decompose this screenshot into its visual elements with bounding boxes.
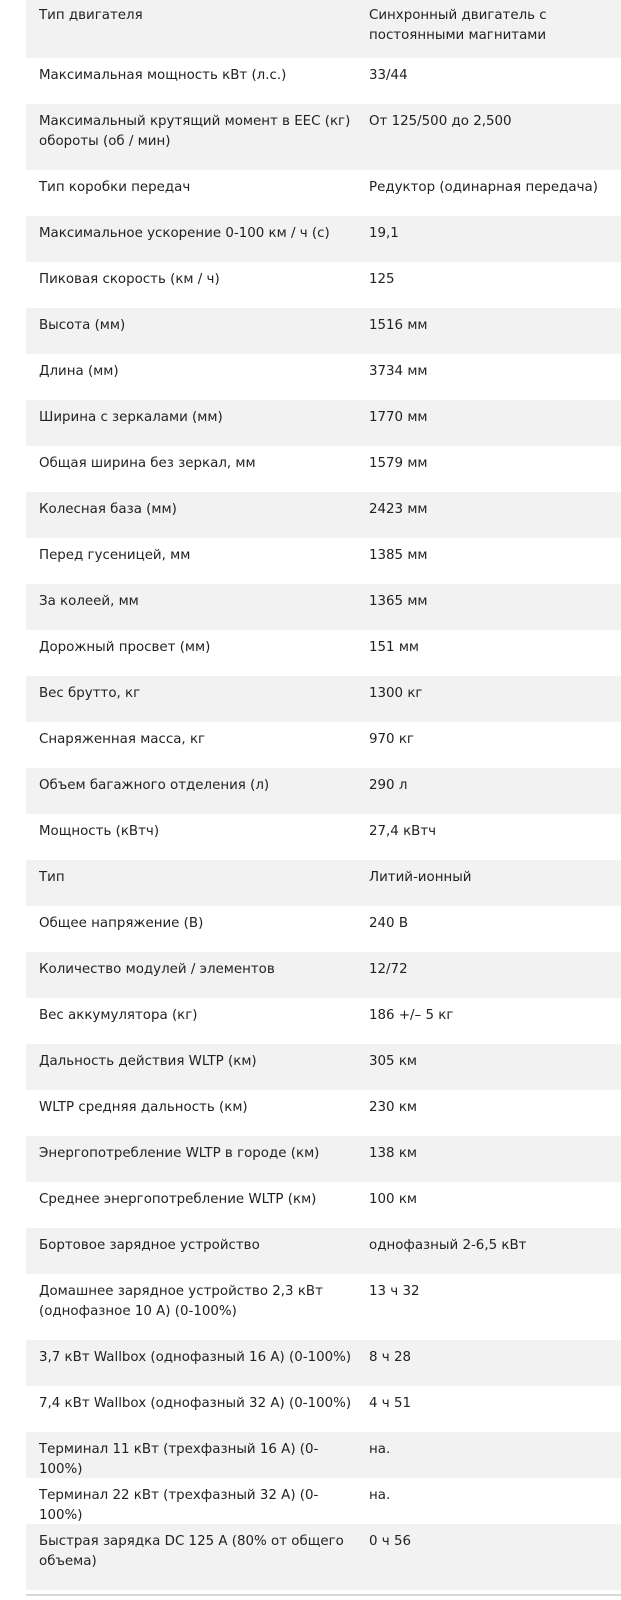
spec-row [26, 676, 621, 722]
spec-value: 290 л [369, 778, 408, 793]
spec-value: 186 +/– 5 кг [369, 1008, 454, 1023]
spec-value: 27,4 кВтч [369, 824, 437, 839]
spec-label: 7,4 кВт Wallbox (однофазный 32 A) (0-100%) [39, 1396, 352, 1411]
spec-row [26, 1478, 621, 1524]
spec-value: на. [369, 1442, 391, 1457]
spec-label: Быстрая зарядка DC 125 A (80% от общего объема) [39, 1534, 344, 1569]
spec-row [26, 906, 621, 952]
spec-value: 3734 мм [369, 364, 428, 379]
spec-label: Дальность действия WLTP (км) [39, 1054, 257, 1069]
spec-row [26, 0, 621, 58]
spec-label: Тип коробки передач [39, 180, 191, 195]
spec-row [26, 630, 621, 676]
spec-value: 2423 мм [369, 502, 428, 517]
spec-label: Колесная база (мм) [39, 502, 177, 517]
spec-label: Дорожный просвет (мм) [39, 640, 211, 655]
spec-label: Мощность (кВтч) [39, 824, 160, 839]
spec-value: 138 км [369, 1146, 418, 1161]
spec-value: 1300 кг [369, 686, 423, 701]
spec-label: Снаряженная масса, кг [39, 732, 206, 747]
spec-value: 4 ч 51 [369, 1396, 411, 1411]
spec-label: Пиковая скорость (км / ч) [39, 272, 220, 287]
specs-table [26, 0, 621, 1590]
spec-label: За колеей, мм [39, 594, 139, 609]
spec-label: Общая ширина без зеркал, мм [39, 456, 256, 471]
spec-row [26, 860, 621, 906]
spec-label: Вес аккумулятора (кг) [39, 1008, 198, 1023]
spec-label: Количество модулей / элементов [39, 962, 275, 977]
spec-row [26, 998, 621, 1044]
spec-label: Энергопотребление WLTP в городе (км) [39, 1146, 320, 1161]
spec-value: 1365 мм [369, 594, 428, 609]
spec-value: 0 ч 56 [369, 1534, 411, 1549]
spec-row [26, 446, 621, 492]
spec-row [26, 1432, 621, 1478]
spec-label: Вес брутто, кг [39, 686, 141, 701]
spec-row [26, 722, 621, 768]
spec-value: 125 [369, 272, 395, 287]
spec-value: на. [369, 1488, 391, 1503]
spec-value: 12/72 [369, 962, 408, 977]
spec-row [26, 492, 621, 538]
spec-row [26, 952, 621, 998]
spec-row [26, 400, 621, 446]
spec-label: Терминал 11 кВт (трехфазный 16 A) (0-100%) [39, 1442, 319, 1477]
spec-row [26, 262, 621, 308]
spec-value: 240 В [369, 916, 409, 931]
spec-value: Редуктор (одинарная передача) [369, 180, 598, 195]
spec-row [26, 216, 621, 262]
spec-value: 100 км [369, 1192, 418, 1207]
spec-value: 230 км [369, 1100, 418, 1115]
spec-row [26, 308, 621, 354]
spec-row [26, 1274, 621, 1340]
spec-value: 151 мм [369, 640, 420, 655]
spec-row [26, 1386, 621, 1432]
spec-label: Длина (мм) [39, 364, 119, 379]
spec-row [26, 1340, 621, 1386]
spec-row [26, 1524, 621, 1590]
spec-label: Перед гусеницей, мм [39, 548, 191, 563]
spec-value: Литий-ионный [369, 870, 472, 885]
table-bottom-divider [26, 1594, 621, 1596]
spec-row [26, 1044, 621, 1090]
spec-label: Терминал 22 кВт (трехфазный 32 A) (0-100%) [39, 1488, 319, 1523]
spec-label: Общее напряжение (В) [39, 916, 204, 931]
spec-row [26, 1136, 621, 1182]
spec-label: Среднее энергопотребление WLTP (км) [39, 1192, 317, 1207]
spec-label: Максимальная мощность кВт (л.с.) [39, 68, 287, 83]
spec-value: однофазный 2-6,5 кВт [369, 1238, 527, 1253]
spec-value: 1579 мм [369, 456, 428, 471]
spec-value: 19,1 [369, 226, 399, 241]
spec-row [26, 584, 621, 630]
spec-row [26, 814, 621, 860]
spec-label: Ширина с зеркалами (мм) [39, 410, 223, 425]
spec-row [26, 538, 621, 584]
spec-value: 33/44 [369, 68, 408, 83]
spec-value: 13 ч 32 [369, 1284, 420, 1299]
spec-label: Объем багажного отделения (л) [39, 778, 270, 793]
spec-value: 1385 мм [369, 548, 428, 563]
spec-label: Домашнее зарядное устройство 2,3 кВт (однофазное 10 A) (0-100%) [39, 1284, 323, 1319]
spec-label: Максимальный крутящий момент в EEC (кг) обороты (об / мин) [39, 114, 351, 149]
spec-row [26, 354, 621, 400]
spec-label: Тип [39, 870, 65, 885]
spec-label: Высота (мм) [39, 318, 126, 333]
spec-row [26, 1182, 621, 1228]
spec-value: Синхронный двигатель с постоянными магнитами [369, 8, 547, 43]
spec-row [26, 104, 621, 170]
spec-value: 8 ч 28 [369, 1350, 411, 1365]
spec-label: Бортовое зарядное устройство [39, 1238, 260, 1253]
spec-value: 1516 мм [369, 318, 428, 333]
spec-label: 3,7 кВт Wallbox (однофазный 16 A) (0-100%) [39, 1350, 352, 1365]
spec-row [26, 1090, 621, 1136]
spec-value: 1770 мм [369, 410, 428, 425]
spec-row [26, 58, 621, 104]
spec-value: 305 км [369, 1054, 418, 1069]
spec-label: Максимальное ускорение 0-100 км / ч (с) [39, 226, 330, 241]
spec-value: От 125/500 до 2,500 [369, 114, 512, 129]
spec-value: 970 кг [369, 732, 414, 747]
spec-label: WLTP средняя дальность (км) [39, 1100, 248, 1115]
spec-row [26, 768, 621, 814]
spec-row [26, 1228, 621, 1274]
spec-row [26, 170, 621, 216]
spec-label: Тип двигателя [39, 8, 143, 23]
